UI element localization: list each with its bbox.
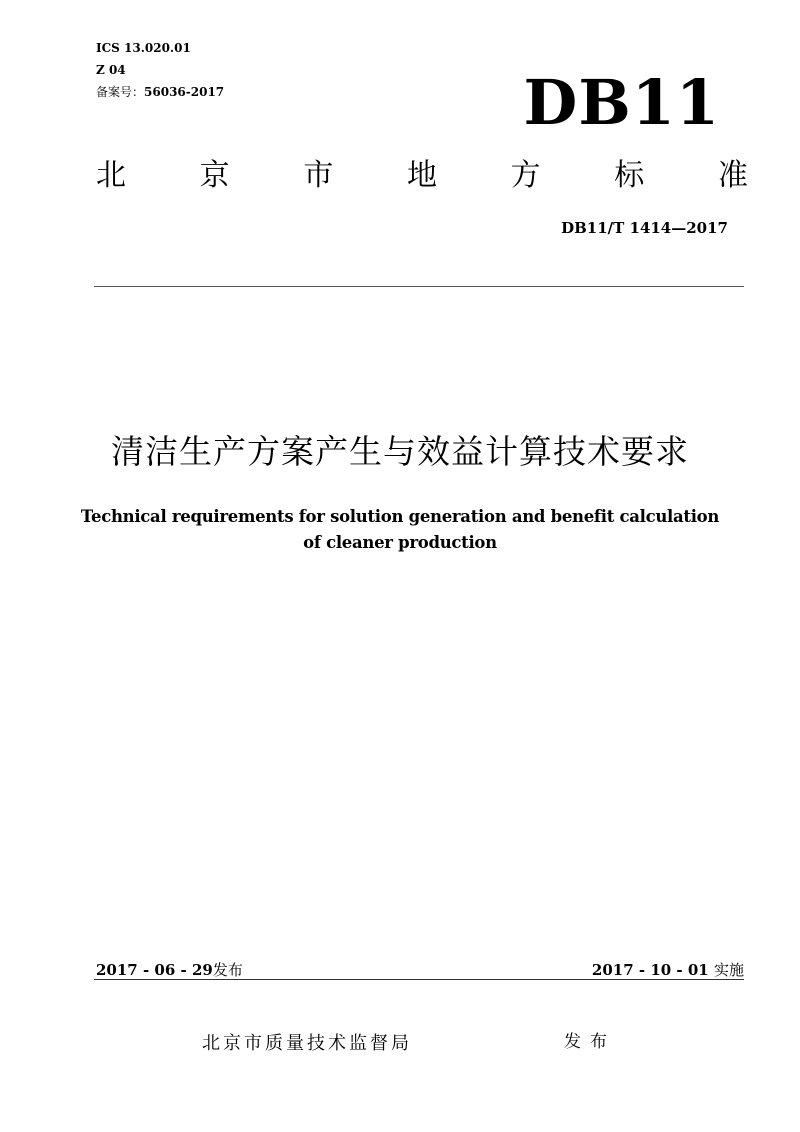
category-char: 北	[96, 158, 126, 193]
top-divider	[94, 286, 744, 287]
issue-date-suffix: 发布	[212, 961, 243, 979]
implementation-date-value: 2017 - 10 - 01	[591, 961, 709, 979]
implementation-date	[592, 960, 744, 980]
category-char: 准	[717, 158, 748, 193]
standard-number: DB11/T 1414—2017	[561, 219, 728, 237]
ics-code: ICS 13.020.01	[96, 41, 191, 55]
english-title	[40, 504, 760, 556]
standard-category	[96, 158, 748, 194]
registration-number	[96, 84, 224, 100]
category-char: 京	[199, 158, 230, 193]
implementation-date-suffix: 实施	[713, 961, 744, 979]
bottom-divider	[94, 979, 744, 980]
english-title-line2: of cleaner production	[303, 533, 497, 552]
issue-date-value: 2017 - 06 - 29	[96, 961, 213, 979]
chinese-title: 清洁生产方案产生与效益计算技术要求	[111, 432, 689, 471]
registration-label: 备案号：	[96, 85, 145, 99]
registration-value: 56036-2017	[144, 85, 225, 99]
category-char: 方	[510, 158, 541, 193]
standard-logo: DB11	[523, 66, 720, 139]
category-char: 地	[406, 158, 437, 193]
ccs-code: Z 04	[96, 63, 126, 77]
issue-action: 发布	[564, 1032, 616, 1052]
english-title-line1: Technical requirements for solution generation and benefit calculation	[80, 507, 720, 526]
category-char: 市	[303, 158, 334, 193]
category-char: 标	[614, 158, 645, 193]
issue-date	[96, 960, 243, 980]
issuing-authority: 北京市质量技术监督局	[202, 1033, 412, 1054]
